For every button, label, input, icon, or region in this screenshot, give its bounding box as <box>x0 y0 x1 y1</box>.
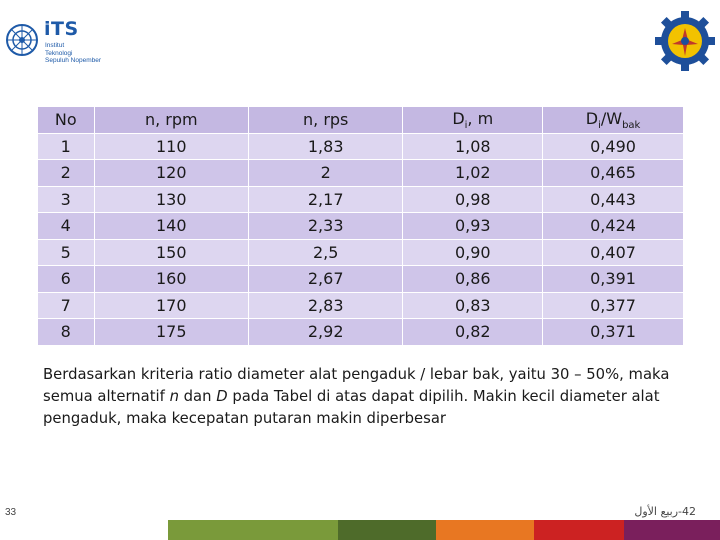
table-header-row <box>38 107 684 134</box>
footer-color-bar <box>148 520 720 540</box>
cell-rps: 2,5 <box>248 239 402 266</box>
header-di-unit: , m <box>467 108 494 128</box>
header-ratio <box>543 107 684 134</box>
table-row <box>38 292 684 319</box>
cell-rpm: 120 <box>94 160 248 187</box>
cell-rps: 2,17 <box>248 186 402 213</box>
cell-rps: 2,83 <box>248 292 402 319</box>
header-di-main: D <box>452 108 465 128</box>
cell-no: 8 <box>38 319 95 346</box>
cell-di: 0,86 <box>403 266 543 293</box>
cell-rps: 2,92 <box>248 319 402 346</box>
cell-ratio: 0,424 <box>543 213 684 240</box>
cell-rpm: 160 <box>94 266 248 293</box>
cell-no: 2 <box>38 160 95 187</box>
footer-bar-segment <box>148 520 168 540</box>
table-row <box>38 239 684 266</box>
header-ratio-mid: /W <box>600 108 623 128</box>
note-part1: Berdasarkan kriteria ratio diameter alat pengaduk / lebar bak, yaitu 30 – 50%, maka semua alternatif <box>43 366 670 405</box>
data-table <box>37 106 684 346</box>
footer-bar-segment <box>338 520 436 540</box>
table-row <box>38 133 684 160</box>
cell-rps: 2,67 <box>248 266 402 293</box>
cell-ratio: 0,371 <box>543 319 684 346</box>
its-brand-text: iTS <box>44 18 79 40</box>
gear-emblem-icon <box>654 10 716 72</box>
cell-di: 0,93 <box>403 213 543 240</box>
cell-di: 1,02 <box>403 160 543 187</box>
header-ratio-main: D <box>585 108 599 128</box>
cell-rps: 2 <box>248 160 402 187</box>
note-part3: pada Tabel di atas dapat dipilih. Makin kecil diameter alat pengaduk, maka kecepatan putaran makin diperbesar <box>43 388 660 427</box>
cell-no: 4 <box>38 213 95 240</box>
explanation-text <box>43 364 693 430</box>
cell-di: 0,83 <box>403 292 543 319</box>
its-subtitle-line: Sepuluh Nopember <box>45 57 102 64</box>
cell-rpm: 110 <box>94 133 248 160</box>
cell-ratio: 0,407 <box>543 239 684 266</box>
cell-no: 5 <box>38 239 95 266</box>
header-di <box>403 107 543 134</box>
table-row <box>38 160 684 187</box>
note-part2: dan <box>178 388 217 405</box>
cell-rpm: 175 <box>94 319 248 346</box>
cell-rpm: 140 <box>94 213 248 240</box>
cell-ratio: 0,465 <box>543 160 684 187</box>
cell-rpm: 130 <box>94 186 248 213</box>
header-rpm: n, rpm <box>94 107 248 134</box>
cell-rps: 1,83 <box>248 133 402 160</box>
its-logo <box>4 10 134 70</box>
header-ratio-sub2: bak <box>622 119 641 131</box>
cell-ratio: 0,490 <box>543 133 684 160</box>
cell-no: 3 <box>38 186 95 213</box>
header-no: No <box>38 107 95 134</box>
footer-date: 42-ربيع الأول <box>634 505 696 518</box>
its-subtitle <box>45 42 101 65</box>
cell-ratio: 0,443 <box>543 186 684 213</box>
footer-bar-segment <box>168 520 338 540</box>
header-ratio-sub1: i <box>598 119 601 131</box>
cell-no: 1 <box>38 133 95 160</box>
footer-bar-segment <box>436 520 534 540</box>
page-number: 33 <box>5 507 17 518</box>
footer-bar-segment <box>624 520 720 540</box>
table-row <box>38 213 684 240</box>
note-D: D <box>216 388 228 405</box>
cell-rpm: 150 <box>94 239 248 266</box>
table-row <box>38 266 684 293</box>
cell-di: 1,08 <box>403 133 543 160</box>
cell-di: 0,98 <box>403 186 543 213</box>
cell-no: 6 <box>38 266 95 293</box>
cell-rps: 2,33 <box>248 213 402 240</box>
its-emblem-icon <box>4 18 40 62</box>
cell-no: 7 <box>38 292 95 319</box>
its-subtitle-line: Teknologi <box>45 49 73 57</box>
its-subtitle-line: Institut <box>45 42 65 49</box>
cell-rpm: 170 <box>94 292 248 319</box>
note-n: n <box>169 388 179 405</box>
footer-bar-segment <box>534 520 624 540</box>
table-row <box>38 186 684 213</box>
cell-ratio: 0,391 <box>543 266 684 293</box>
cell-di: 0,90 <box>403 239 543 266</box>
cell-ratio: 0,377 <box>543 292 684 319</box>
table-row <box>38 319 684 346</box>
header-rps: n, rps <box>248 107 402 134</box>
cell-di: 0,82 <box>403 319 543 346</box>
header-di-sub: i <box>464 119 468 131</box>
